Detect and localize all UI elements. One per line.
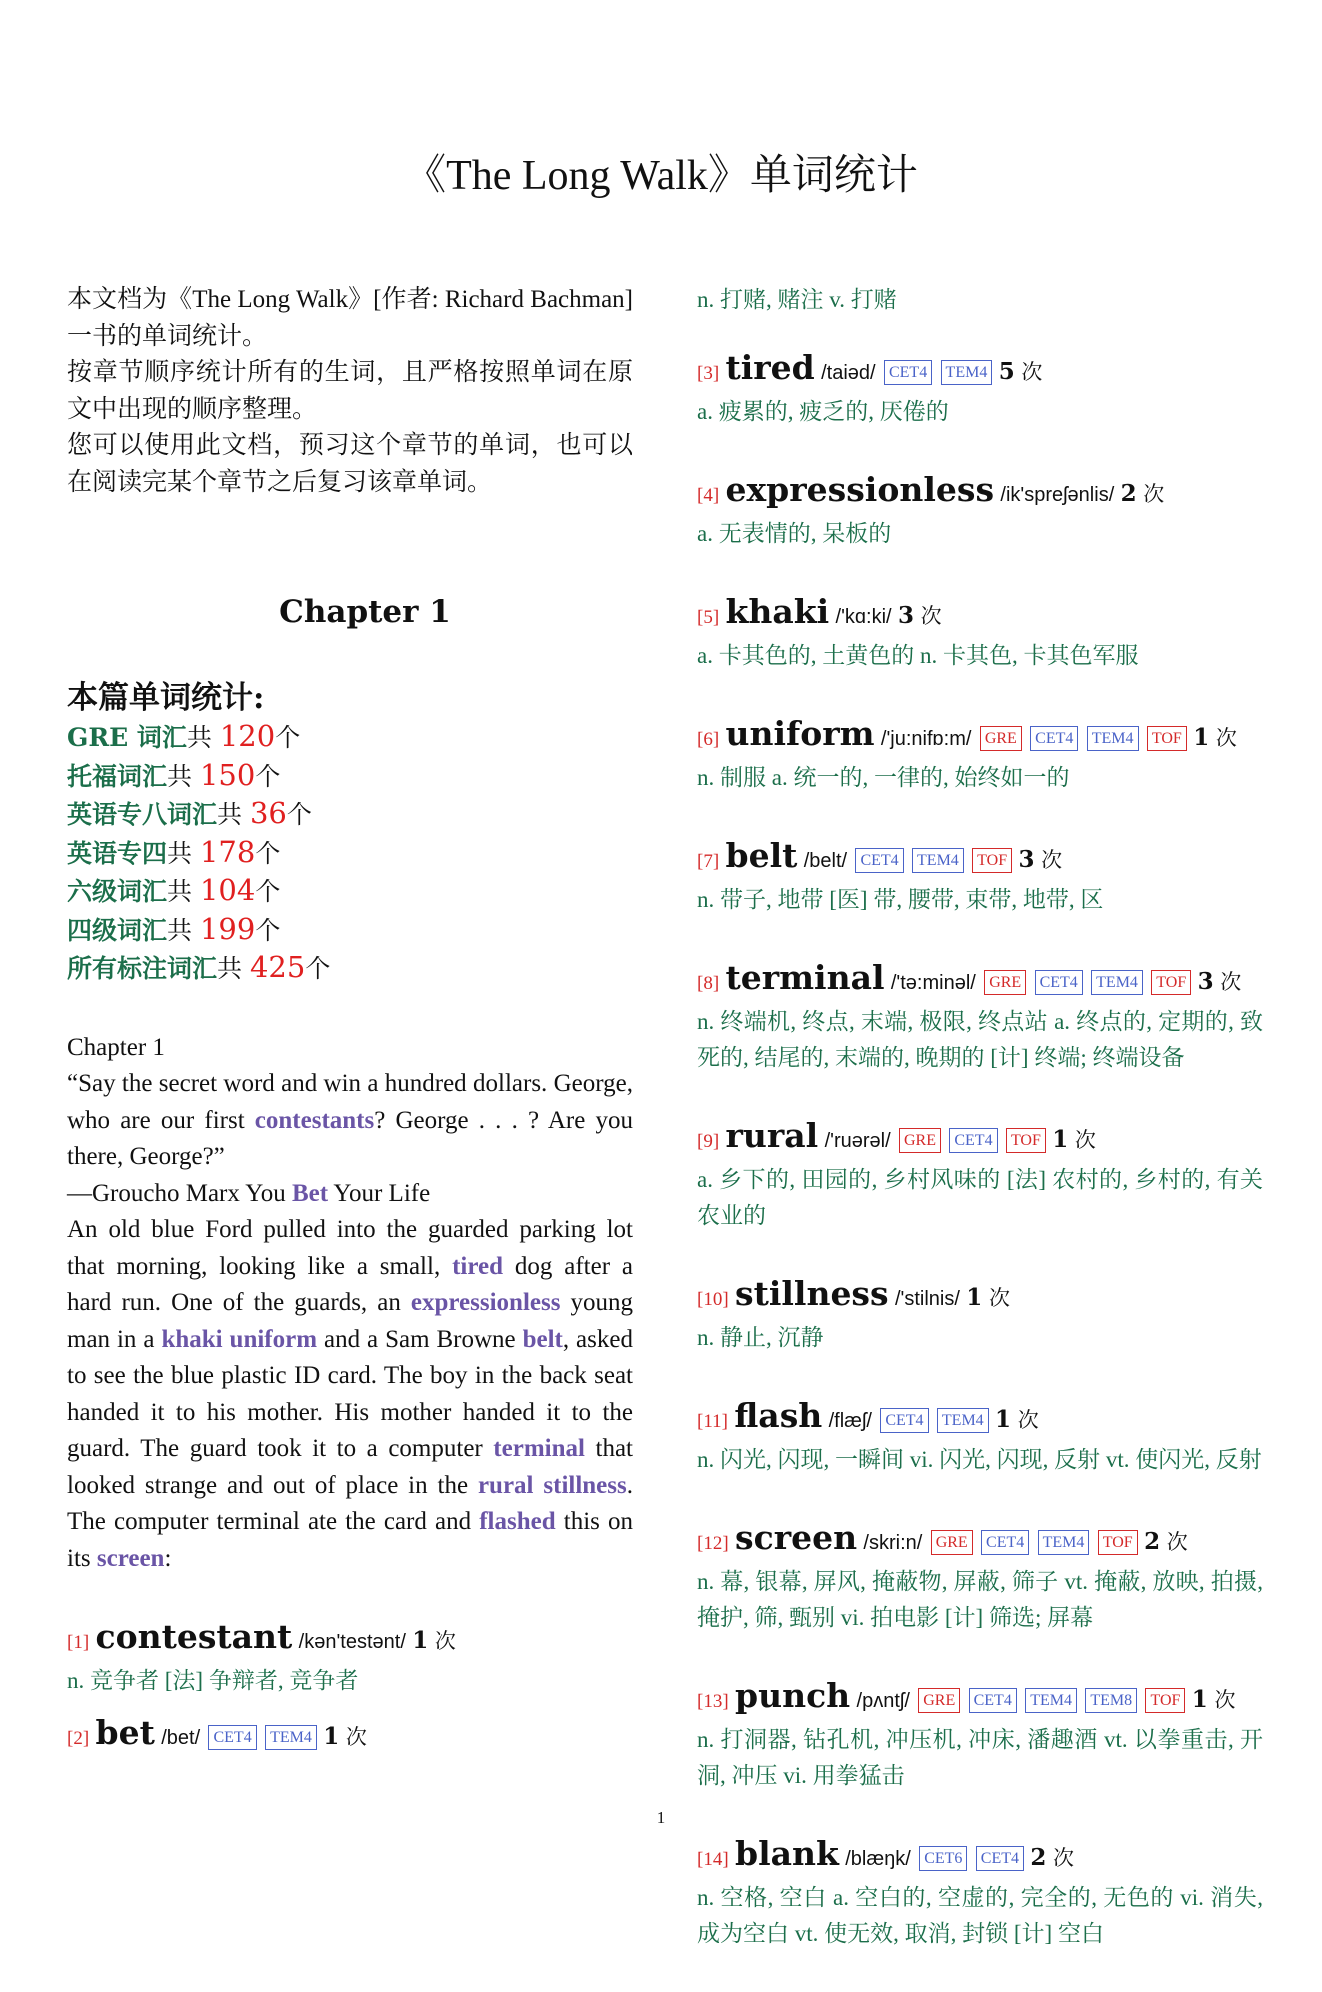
chapter-passage: Chapter 1 “Say the secret word and win a hundred dollars. George, who are our first contestants? George . . . ? Are you there, George?” —Groucho Marx You Bet Your Life An old blue Ford pulled into the guarded parking lot that morning, looking like a small, tired dog after a hard run. One of the guards, an expressionless young man in a khaki uniform and a Sam Browne belt, asked to see the blue plastic ID card. The boy in the back seat handed it to his mother. His mother handed it to the guard. The guard took it to a computer terminal that looked strange and out of place in the rural stillness. The computer terminal ate the card and flashed this on its screen:: [67, 1033, 634, 1572]
vocab-entry: [697, 1518, 1263, 1636]
vocab-entry: [697, 1834, 1263, 1952]
occurrence-count: 2: [1120, 480, 1137, 507]
entry-index: [13]: [697, 1691, 729, 1712]
exam-tag-cet4: CET4: [880, 1408, 928, 1433]
definition: n. 带子, 地带 [医] 带, 腰带, 束带, 地带, 区: [697, 887, 1104, 912]
highlighted-word[interactable]: contestants: [254, 1106, 375, 1134]
stat-unit: 个: [286, 800, 312, 829]
definition: n. 打赌, 赌注 v. 打赌: [697, 287, 897, 312]
exam-tag-cet6: CET6: [919, 1846, 967, 1871]
intro-line: 按章节顺序统计所有的生词，且严格按照单词在原文中出现的顺序整理。: [67, 359, 633, 423]
entry-header: [697, 1274, 1263, 1320]
highlighted-word[interactable]: terminal: [493, 1435, 585, 1462]
stat-row: [67, 949, 633, 988]
entry-header: [697, 1116, 1263, 1162]
exam-tag-gre: GRE: [918, 1688, 960, 1713]
exam-tag-tof: TOF: [1145, 1688, 1185, 1713]
headword: blank: [735, 1834, 839, 1873]
entry-index: [11]: [697, 1411, 728, 1432]
vocab-list-right: [697, 282, 1263, 1952]
entry-index: [8]: [697, 973, 720, 994]
exam-tag-tem4: TEM4: [912, 848, 964, 873]
entry-index: [7]: [697, 851, 720, 872]
exam-tag-cet4: CET4: [949, 1128, 997, 1153]
headword: punch: [735, 1676, 851, 1715]
phonetic: /bet/: [161, 1727, 201, 1749]
entry-index: [9]: [697, 1131, 720, 1152]
exam-tag-tem4: TEM4: [265, 1725, 317, 1750]
stats-list: [67, 718, 633, 988]
stat-row: [67, 911, 633, 950]
occurrence-suffix: 次: [339, 1725, 367, 1749]
exam-tag-tem4: TEM4: [1091, 970, 1143, 995]
stat-connector: 共: [217, 800, 250, 829]
stat-connector: 共: [167, 915, 200, 945]
stat-count: 199: [199, 911, 256, 946]
entry-header: [67, 1617, 633, 1663]
highlighted-word[interactable]: expressionless: [410, 1289, 561, 1316]
vocab-entry: [67, 1617, 633, 1699]
occurrence-suffix: 次: [1207, 1688, 1236, 1712]
phonetic: /skri:n/: [863, 1532, 923, 1554]
occurrence-suffix: 次: [428, 1629, 456, 1653]
entry-header: [697, 592, 1263, 638]
occurrence-suffix: 次: [1136, 482, 1165, 506]
exam-tag-tem8: TEM8: [1085, 1688, 1137, 1713]
occurrence-count: 3: [1018, 846, 1035, 873]
stat-unit: 个: [255, 915, 281, 945]
occurrence-suffix: 次: [1014, 360, 1043, 384]
stat-label: 所有标注词汇: [67, 954, 218, 983]
stat-label: 托福词汇: [67, 761, 168, 791]
vocab-entry: [697, 1274, 1263, 1356]
headword: contestant: [95, 1617, 293, 1656]
headword: uniform: [725, 714, 875, 753]
highlighted-word[interactable]: belt: [522, 1325, 563, 1353]
exam-tag-gre: GRE: [984, 970, 1026, 995]
definition: a. 疲累的, 疲乏的, 厌倦的: [697, 399, 949, 424]
definition: n. 打洞器, 钻孔机, 冲压机, 冲床, 潘趣酒 vt. 以拳重击, 开洞, 冲压 vi. 用拳猛击: [697, 1727, 1263, 1788]
definition: n. 静止, 沉静: [697, 1325, 824, 1350]
vocab-entry: [697, 348, 1263, 430]
entry-header: [697, 1676, 1263, 1722]
stat-label: GRE 词汇: [67, 723, 187, 752]
occurrence-suffix: 次: [1011, 1408, 1039, 1432]
definition: a. 卡其色的, 土黄色的 n. 卡其色, 卡其色军服: [697, 643, 1139, 668]
definition: a. 无表情的, 呆板的: [697, 521, 892, 546]
entry-index: [12]: [697, 1533, 729, 1554]
stat-count: 36: [249, 796, 287, 830]
occurrence-count: 2: [1144, 1528, 1161, 1555]
occurrence-suffix: 次: [982, 1286, 1010, 1310]
occurrence-count: 1: [1191, 1686, 1208, 1713]
occurrence-suffix: 次: [913, 604, 942, 628]
vocab-entry: [697, 836, 1263, 918]
stat-label: 六级词汇: [67, 877, 168, 906]
headword: khaki: [725, 592, 830, 631]
definition: n. 闪光, 闪现, 一瞬间 vi. 闪光, 闪现, 反射 vt. 使闪光, 反射: [697, 1447, 1262, 1472]
phonetic: /flæʃ/: [828, 1410, 872, 1432]
vocab-entry: [67, 1713, 633, 1759]
entry-header: [697, 836, 1263, 882]
phonetic: /'ju:nifɒ:m/: [880, 728, 972, 750]
exam-tag-tof: TOF: [1147, 726, 1187, 751]
occurrence-count: 1: [995, 1406, 1012, 1433]
occurrence-suffix: 次: [1034, 848, 1063, 872]
stat-unit: 个: [255, 838, 281, 868]
stat-connector: 共: [167, 877, 200, 906]
phonetic: /pʌntʃ/: [856, 1690, 910, 1712]
occurrence-suffix: 次: [1160, 1530, 1188, 1554]
entry-index: [3]: [697, 363, 720, 384]
stat-connector: 共: [167, 838, 200, 868]
phonetic: /'tə:minəl/: [890, 972, 976, 994]
exam-tag-gre: GRE: [980, 726, 1022, 751]
stat-row: [67, 795, 633, 834]
phonetic: /'ruərəl/: [824, 1130, 891, 1152]
entry-header: [697, 470, 1263, 516]
headword: expressionless: [725, 470, 995, 509]
exam-tag-tof: TOF: [1098, 1530, 1138, 1555]
entry-header: [697, 1518, 1263, 1564]
entry-header: [697, 714, 1263, 760]
exam-tag-tem4: TEM4: [1087, 726, 1139, 751]
intro-line: 本文档为《The Long Walk》[作者: Richard Bachman] 一书的单词统计。: [67, 286, 633, 350]
highlighted-word[interactable]: rural stillness: [477, 1471, 627, 1499]
occurrence-suffix: 次: [1068, 1128, 1096, 1152]
occurrence-suffix: 次: [1046, 1846, 1075, 1870]
occurrence-count: 5: [998, 358, 1015, 385]
stat-count: 104: [199, 873, 256, 907]
exam-tag-tem4: TEM4: [1025, 1688, 1077, 1713]
stat-row: [67, 834, 633, 873]
chapter-heading: Chapter 1: [279, 594, 451, 630]
right-column: [697, 282, 1263, 1992]
vocab-list-left: [67, 1617, 633, 1759]
definition: n. 竞争者 [法] 争辩者, 竞争者: [67, 1668, 359, 1693]
intro: [67, 282, 633, 501]
stat-row: [67, 718, 633, 757]
occurrence-suffix: 次: [1209, 726, 1237, 750]
page-number: 1: [656, 1808, 666, 1827]
stat-connector: 共: [217, 954, 250, 983]
occurrence-count: 3: [1197, 968, 1214, 995]
exam-tag-cet4: CET4: [208, 1725, 256, 1750]
stat-count: 425: [249, 950, 306, 984]
exam-tag-cet4: CET4: [884, 360, 932, 385]
entry-index: [10]: [697, 1289, 729, 1310]
intro-line: 您可以使用此文档，预习这个章节的单词，也可以在阅读完某个章节之后复习该章单词。: [67, 432, 633, 496]
exam-tag-cet4: CET4: [855, 848, 903, 873]
stat-unit: 个: [305, 954, 331, 983]
highlighted-word[interactable]: khaki uniform: [161, 1325, 318, 1353]
vocab-entry: [697, 592, 1263, 674]
document-title: 《The Long Walk》单词统计: [404, 153, 918, 199]
stat-unit: 个: [255, 877, 281, 906]
exam-tag-tof: TOF: [972, 848, 1012, 873]
phonetic: /'stilnis/: [894, 1288, 960, 1310]
entry-header: [67, 1713, 633, 1759]
phonetic: /ik'spreʃənlis/: [1000, 484, 1115, 506]
entry-index: [5]: [697, 607, 720, 628]
vocab-entry: [697, 958, 1263, 1076]
stat-unit: 个: [275, 723, 301, 752]
occurrence-count: 2: [1030, 1844, 1047, 1871]
entry-index: [1]: [67, 1632, 90, 1653]
stat-connector: 共: [167, 761, 200, 791]
highlighted-word[interactable]: Bet: [292, 1179, 329, 1207]
headword: screen: [735, 1518, 858, 1557]
stat-count: 120: [219, 719, 276, 753]
exam-tag-gre: GRE: [931, 1530, 973, 1555]
stats-heading: 本篇单词统计:: [67, 680, 265, 716]
stat-label: 英语专八词汇: [67, 800, 218, 829]
headword: flash: [734, 1396, 823, 1435]
occurrence-count: 1: [412, 1627, 429, 1654]
exam-tag-cet4: CET4: [1030, 726, 1078, 751]
stat-count: 178: [199, 834, 256, 869]
phonetic: /belt/: [803, 850, 848, 872]
stat-label: 四级词汇: [67, 915, 168, 945]
exam-tag-tof: TOF: [1006, 1128, 1046, 1153]
definition: n. 制服 a. 统一的, 一律的, 始终如一的: [697, 765, 1070, 790]
vocab-entry: [697, 1396, 1263, 1478]
exam-tag-tem4: TEM4: [941, 360, 993, 385]
highlighted-word[interactable]: flashed: [479, 1508, 556, 1535]
definition: a. 乡下的, 田园的, 乡村风味的 [法] 农村的, 乡村的, 有关农业的: [697, 1167, 1263, 1228]
stat-row: [67, 757, 633, 796]
definition: n. 幕, 银幕, 屏风, 掩蔽物, 屏蔽, 筛子 vt. 掩蔽, 放映, 拍摄, 掩护, 筛, 甄别 vi. 拍电影 [计] 筛选; 屏幕: [697, 1569, 1263, 1630]
entry-index: [4]: [697, 485, 720, 506]
highlighted-word[interactable]: tired: [452, 1252, 503, 1280]
stat-unit: 个: [255, 761, 281, 791]
vocab-entry: [697, 1116, 1263, 1234]
vocab-entry: [697, 1676, 1263, 1794]
stat-count: 150: [199, 757, 256, 792]
entry-index: [6]: [697, 729, 720, 750]
entry-header: [697, 1396, 1263, 1442]
headword: tired: [725, 348, 815, 387]
entry-index: [2]: [67, 1728, 90, 1749]
occurrence-count: 1: [323, 1723, 340, 1750]
phonetic: /taiəd/: [821, 362, 876, 384]
definition: n. 终端机, 终点, 末端, 极限, 终点站 a. 终点的, 定期的, 致死的, 结尾的, 末端的, 晚期的 [计] 终端; 终端设备: [697, 1009, 1263, 1070]
entry-header: [697, 958, 1263, 1004]
headword: bet: [95, 1713, 155, 1752]
occurrence-count: 1: [966, 1284, 983, 1311]
exam-tag-cet4: CET4: [969, 1688, 1017, 1713]
vocab-entry: [697, 714, 1263, 796]
occurrence-count: 1: [1052, 1126, 1069, 1153]
exam-tag-tof: TOF: [1151, 970, 1191, 995]
occurrence-suffix: 次: [1213, 970, 1242, 994]
entry-header: [697, 348, 1263, 394]
exam-tag-tem4: TEM4: [1038, 1530, 1090, 1555]
vocab-entry: [697, 470, 1263, 552]
occurrence-count: 1: [1193, 724, 1210, 751]
headword: rural: [725, 1116, 819, 1155]
exam-tag-gre: GRE: [899, 1128, 941, 1153]
exam-tag-cet4: CET4: [981, 1530, 1029, 1555]
stat-label: 英语专四: [67, 838, 168, 868]
phonetic: /blæŋk/: [845, 1848, 911, 1870]
exam-tag-cet4: CET4: [976, 1846, 1024, 1871]
headword: belt: [725, 836, 798, 875]
entry-index: [14]: [697, 1849, 729, 1870]
phonetic: /kən'testənt/: [298, 1631, 406, 1653]
entry-header: [697, 1834, 1263, 1880]
exam-tag-cet4: CET4: [1035, 970, 1083, 995]
phonetic: /'kɑ:ki/: [835, 606, 892, 628]
definition: n. 空格, 空白 a. 空白的, 空虚的, 完全的, 无色的 vi. 消失, 成为空白 vt. 使无效, 取消, 封锁 [计] 空白: [697, 1885, 1263, 1946]
stat-connector: 共: [186, 723, 220, 752]
headword: terminal: [725, 958, 885, 997]
exam-tag-tem4: TEM4: [937, 1408, 989, 1433]
headword: stillness: [735, 1274, 889, 1313]
left-column: [67, 282, 633, 1759]
stat-row: [67, 872, 633, 911]
occurrence-count: 3: [897, 602, 914, 629]
highlighted-word[interactable]: screen: [96, 1544, 165, 1572]
